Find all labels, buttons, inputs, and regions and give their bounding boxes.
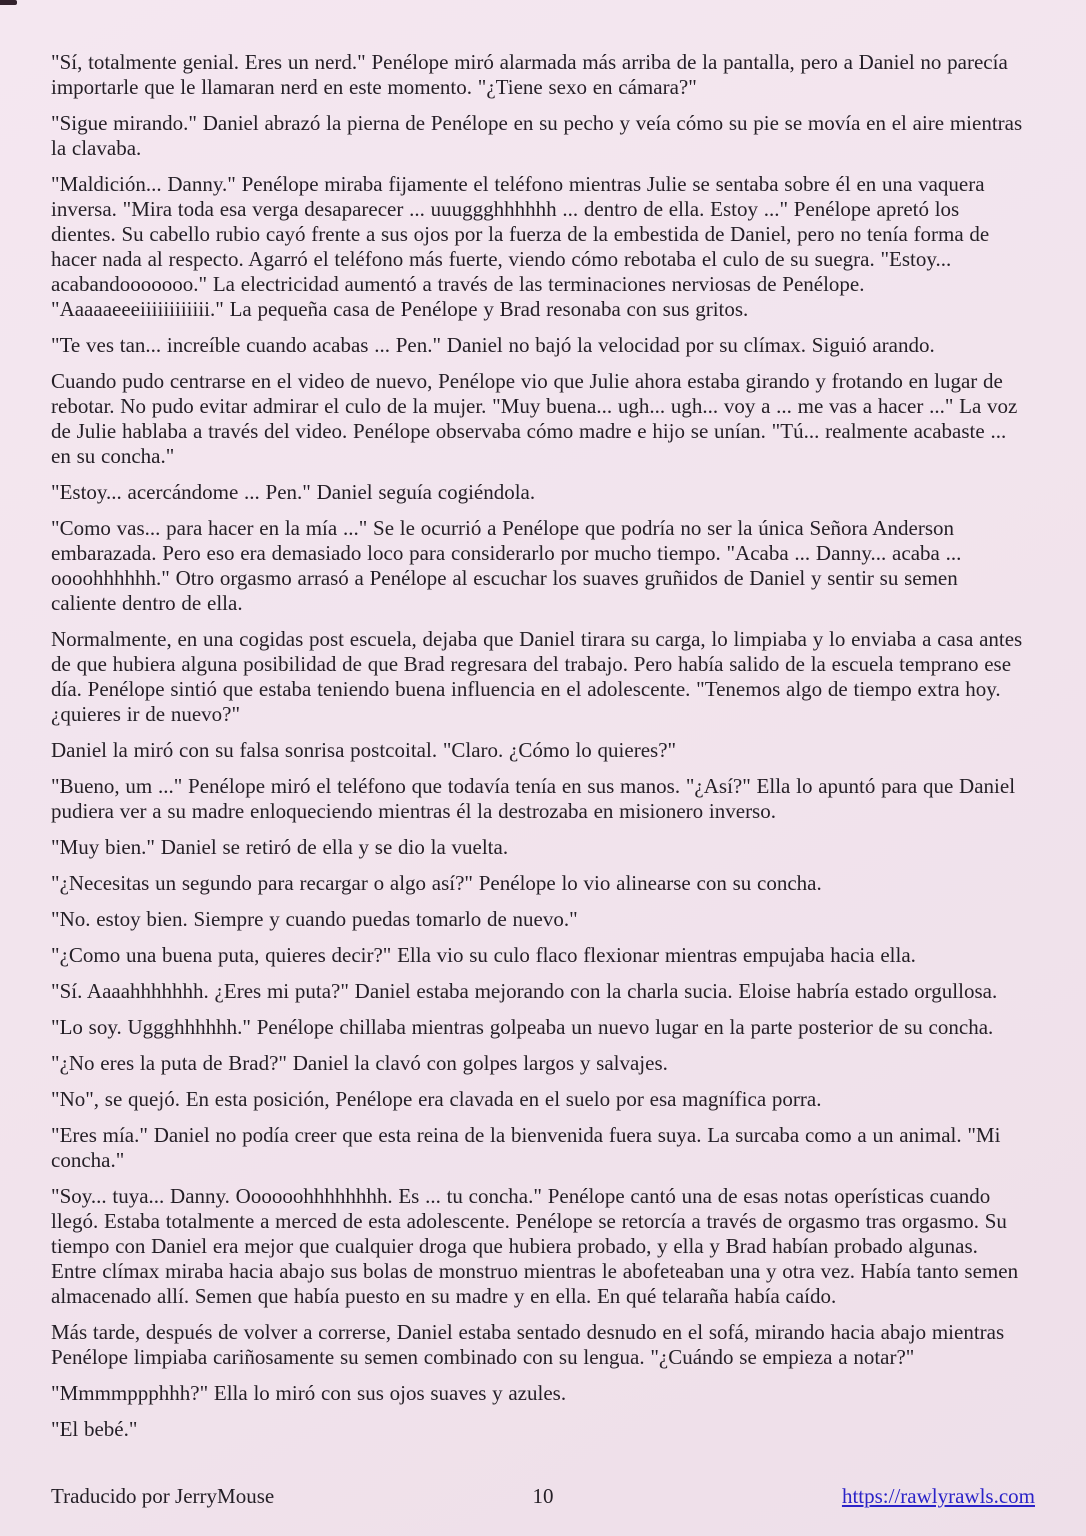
paragraph: Daniel la miró con su falsa sonrisa postcoital. "Claro. ¿Cómo lo quieres?" — [51, 738, 677, 762]
paragraph: "Sí. Aaaahhhhhhh. ¿Eres mi puta?" Daniel estaba mejorando con la charla sucia. Eloise habría estado orgullosa. — [51, 979, 998, 1003]
paragraph: "Sigue mirando." Daniel abrazó la pierna de Penélope en su pecho y veía cómo su pie se movía en el aire mientras la clavaba. — [51, 111, 1023, 160]
paragraph: Más tarde, después de volver a correrse, Daniel estaba sentado desnudo en el sofá, mirando hacia abajo mientras Penélope limpiaba cariñosamente su semen combinado con su lengua. "¿Cuándo se empieza a notar?" — [51, 1320, 1005, 1369]
paragraph: "¿Como una buena puta, quieres decir?" Ella vio su culo flaco flexionar mientras empujaba hacia ella. — [51, 943, 916, 967]
page-number: 10 — [532, 1484, 554, 1508]
paragraph: "Estoy... acercándome ... Pen." Daniel seguía cogiéndola. — [51, 480, 536, 504]
paragraph: "El bebé." — [51, 1417, 138, 1441]
paragraph: "Te ves tan... increíble cuando acabas ... Pen." Daniel no bajó la velocidad por su clímax. Siguió arando. — [51, 333, 935, 357]
paragraph: "Lo soy. Uggghhhhhh." Penélope chillaba mientras golpeaba un nuevo lugar en la parte posterior de su concha. — [51, 1015, 994, 1039]
scan-artifact-mark — [0, 0, 17, 5]
page-footer — [51, 1484, 1035, 1509]
paragraph: Normalmente, en una cogidas post escuela, dejaba que Daniel tirara su carga, lo limpiaba y lo enviaba a casa antes de que hubiera alguna posibilidad de que Brad regresara del trabajo. Pero había salido de la escuela temprano ese día. Penélope sintió que estaba teniendo buena influencia en el adolescente. "Tenemos algo de tiempo extra hoy. ¿quieres ir de nuevo?" — [51, 627, 1023, 726]
footer-link[interactable]: https://rawlyrawls.com — [841, 1484, 1035, 1508]
footer-translator: Traducido por JerryMouse — [51, 1484, 275, 1508]
paragraph: "Como vas... para hacer en la mía ..." Se le ocurrió a Penélope que podría no ser la única Señora Anderson embarazada. Pero eso era demasiado loco para considerarlo por mucho tiempo. "Acaba ... Danny... acaba ... oooohhhhhh." Otro orgasmo arrasó a Penélope al escuchar los suaves gruñidos de Daniel y sentir su semen caliente dentro de ella. — [51, 516, 962, 615]
paragraph: "Maldición... Danny." Penélope miraba fijamente el teléfono mientras Julie se sentaba sobre él en una vaquera inversa. "Mira toda esa verga desaparecer ... uuuggghhhhhh ... dentro de ella. Estoy ..." Penélope apretó los dientes. Su cabello rubio cayó frente a sus ojos por la fuerza de la embestida de Daniel, pero no tenía forma de hacer nada al respecto. Agarró el teléfono más fuerte, viendo cómo rebotaba el culo de su suegra. "Estoy... acabandooooooo." La electricidad aumentó a través de las terminaciones nerviosas de Penélope. "Aaaaaeeeiiiiiiiiiiii." La pequeña casa de Penélope y Brad resonaba con sus gritos. — [51, 172, 990, 321]
paragraph: Cuando pudo centrarse en el video de nuevo, Penélope vio que Julie ahora estaba girando y frotando en lugar de rebotar. No pudo evitar admirar el culo de la mujer. "Muy buena... ugh... ugh... voy a ... me vas a hacer ..." La voz de Julie hablaba a través del video. Penélope observaba cómo madre e hijo se unían. "Tú... realmente acabaste ... en su concha." — [51, 369, 1018, 468]
paragraph: "Sí, totalmente genial. Eres un nerd." Penélope miró alarmada más arriba de la pantalla, pero a Daniel no parecía importarle que le llamaran nerd en este momento. "¿Tiene sexo en cámara?" — [51, 50, 1008, 99]
paragraph: "Eres mía." Daniel no podía creer que esta reina de la bienvenida fuera suya. La surcaba como a un animal. "Mi concha." — [51, 1123, 1001, 1172]
paragraph: "Bueno, um ..." Penélope miró el teléfono que todavía tenía en sus manos. "¿Así?" Ella lo apuntó para que Daniel pudiera ver a su madre enloqueciendo mientras él la destrozaba en misionero inverso. — [51, 774, 1016, 823]
paragraph: "¿Necesitas un segundo para recargar o algo así?" Penélope lo vio alinearse con su concha. — [51, 871, 822, 895]
paragraph: "No. estoy bien. Siempre y cuando puedas tomarlo de nuevo." — [51, 907, 578, 931]
paragraph: "Muy bien." Daniel se retiró de ella y se dio la vuelta. — [51, 835, 509, 859]
paragraph: "¿No eres la puta de Brad?" Daniel la clavó con golpes largos y salvajes. — [51, 1051, 668, 1075]
story-text — [51, 50, 1023, 1453]
paragraph: "No", se quejó. En esta posición, Penélope era clavada en el suelo por esa magnífica porra. — [51, 1087, 822, 1111]
paragraph: "Soy... tuya... Danny. Oooooohhhhhhhh. Es ... tu concha." Penélope cantó una de esas notas operísticas cuando llegó. Estaba totalmente a merced de esta adolescente. Penélope se retorcía a través de orgasmo tras orgasmo. Su tiempo con Daniel era mejor que cualquier droga que hubiera probado, y ella y Brad habían probado algunas. Entre clímax miraba hacia abajo sus bolas de monstruo mientras le abofeteaban una y otra vez. Había tanto semen almacenado allí. Semen que había puesto en su madre y en ella. En qué telaraña había caído. — [51, 1184, 1019, 1308]
paragraph: "Mmmmppphhh?" Ella lo miró con sus ojos suaves y azules. — [51, 1381, 567, 1405]
